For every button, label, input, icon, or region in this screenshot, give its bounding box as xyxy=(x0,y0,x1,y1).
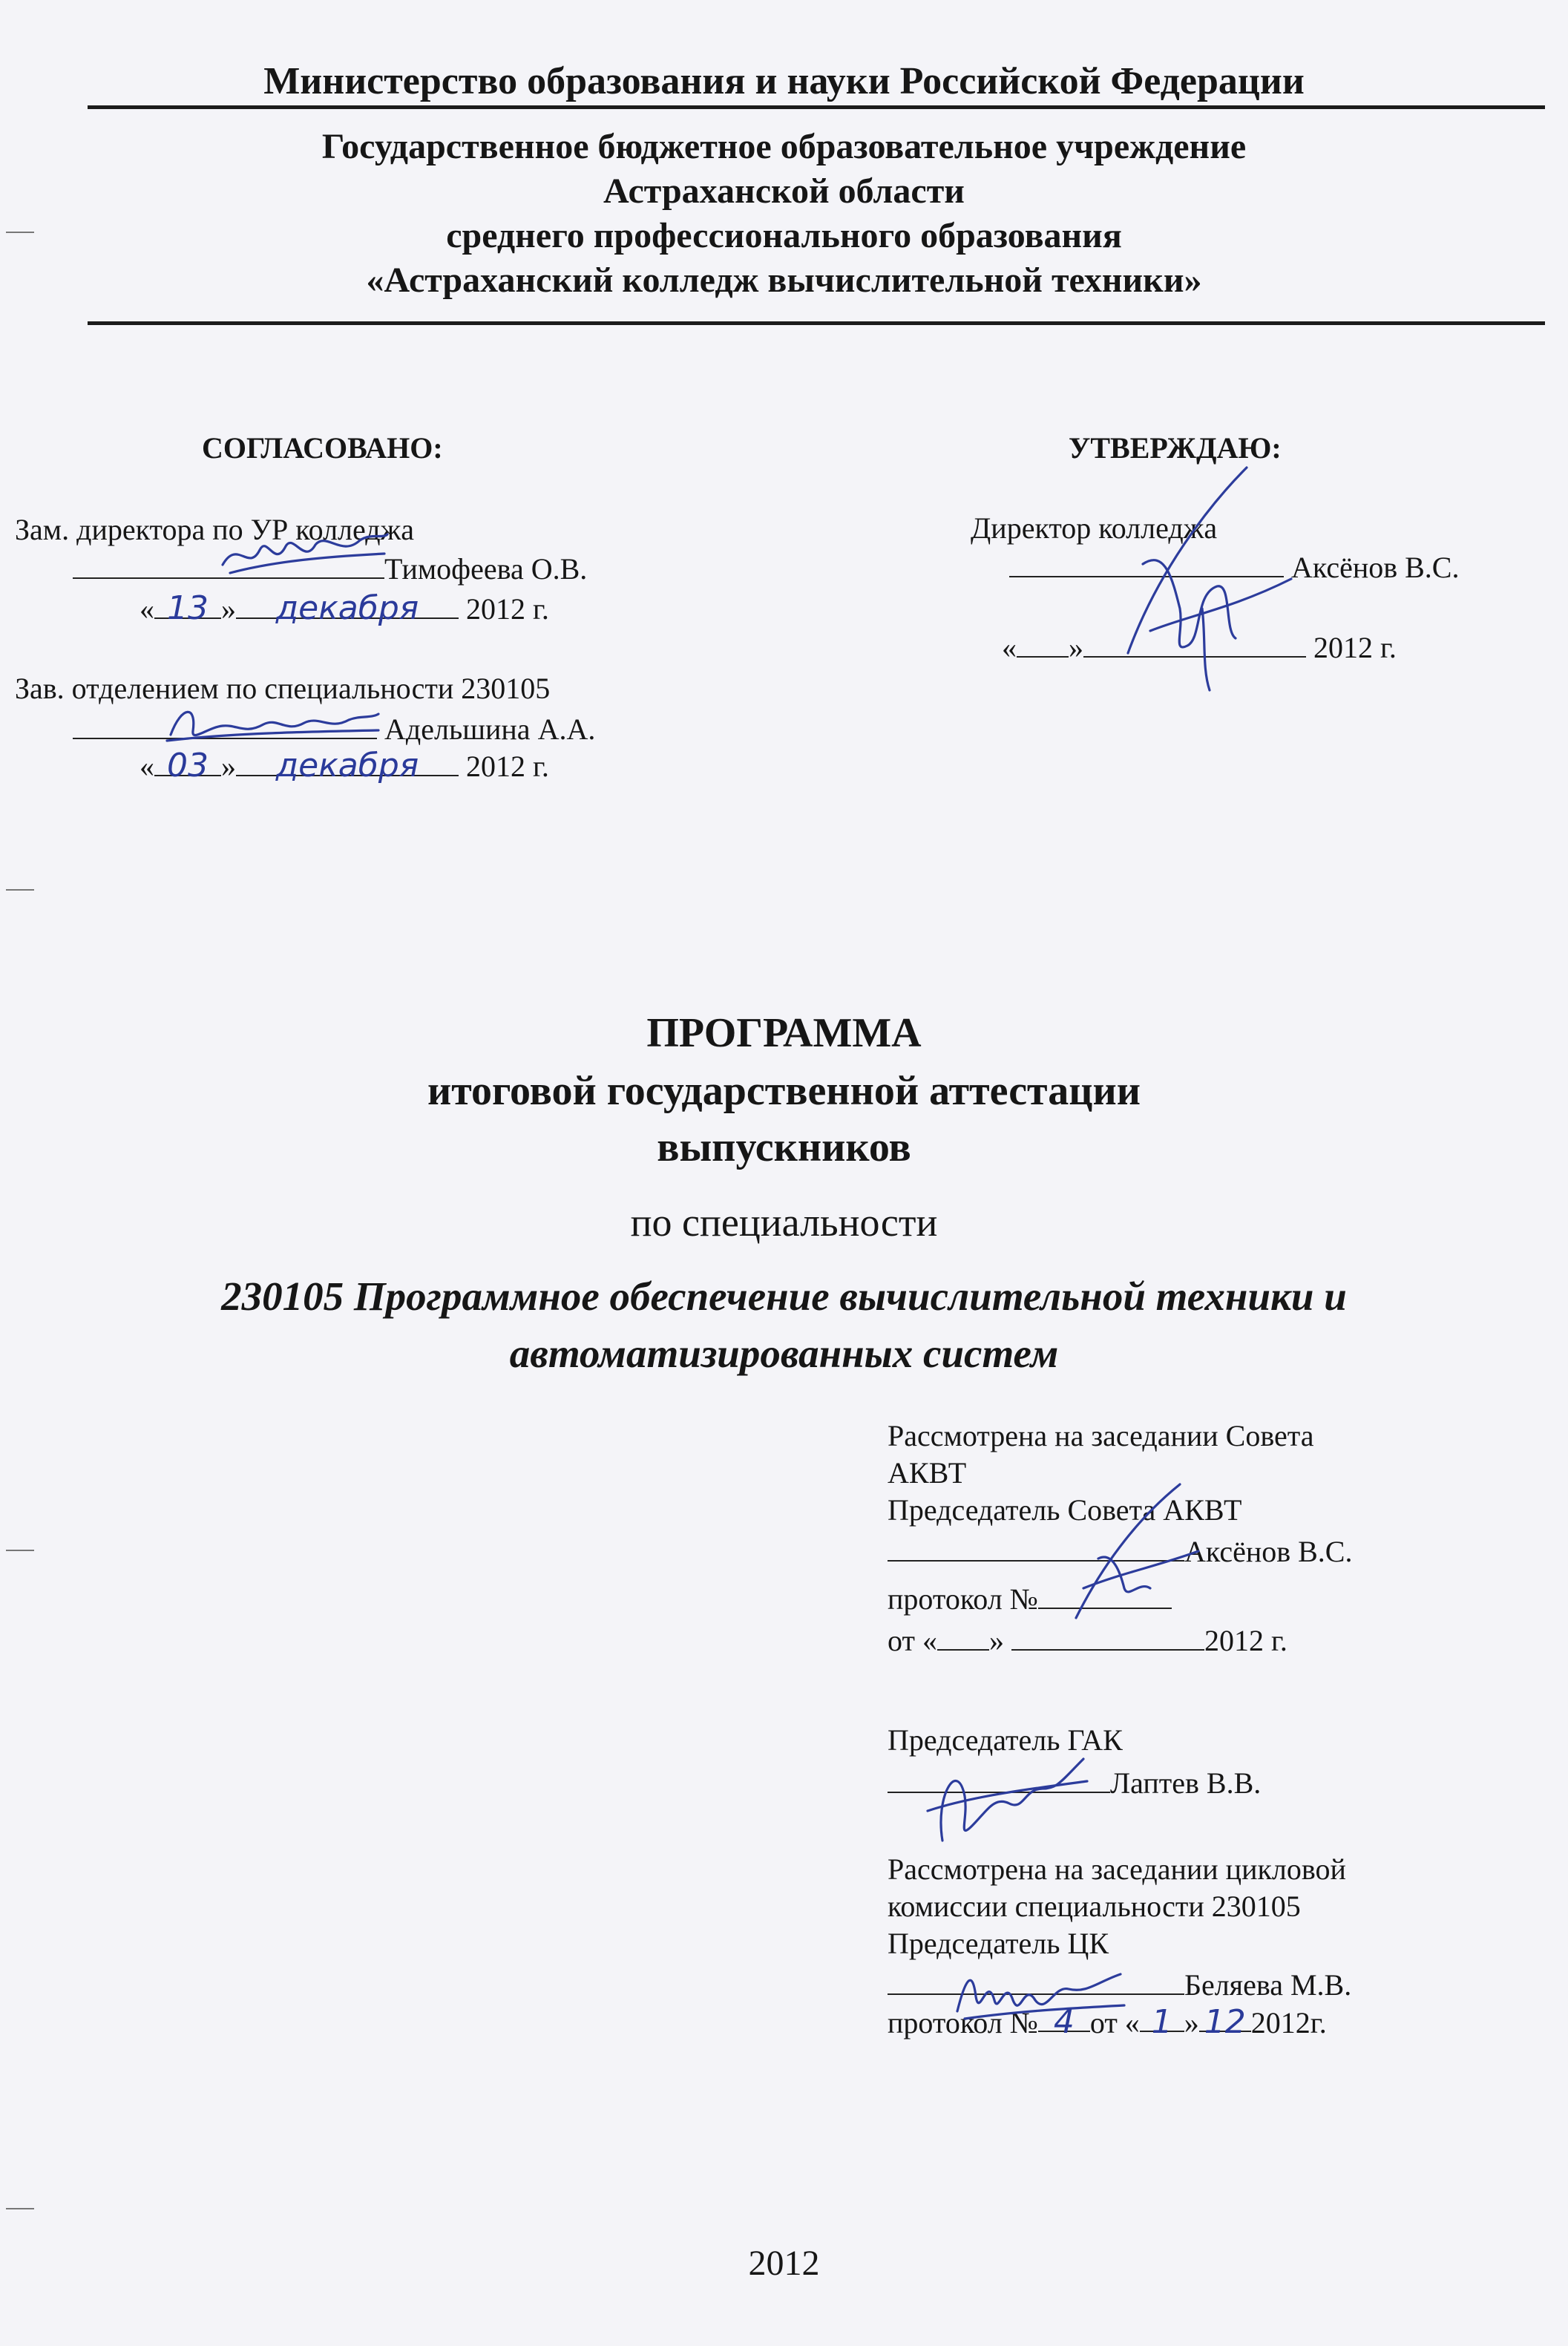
header-rule-top xyxy=(88,105,1545,109)
date-month xyxy=(1011,1622,1204,1651)
date-day: 1 xyxy=(1140,2004,1184,2032)
specialty-name-line-1: 230105 Программное обеспечение вычислительной техники и xyxy=(221,1274,1347,1319)
commission-line-1: Рассмотрена на заседании цикловой xyxy=(888,1852,1346,1886)
signature-laptev-icon xyxy=(913,1737,1091,1848)
institution-line-4: «Астраханский колледж вычислительной техники» xyxy=(366,261,1202,300)
institution-line-2: Астраханской области xyxy=(603,171,965,211)
header-rule-bottom xyxy=(88,321,1545,325)
date-month: 12 xyxy=(1199,2004,1251,2032)
specialty-name-line-2: автоматизированных систем xyxy=(509,1331,1059,1376)
program-title: ПРОГРАММА xyxy=(646,1010,922,1056)
date-year: 2012 г. xyxy=(1204,1624,1287,1657)
date-year: 2012 г. xyxy=(1313,631,1397,664)
council-line-3: Председатель Совета АКВТ xyxy=(888,1493,1242,1527)
date-year: 2012г. xyxy=(1250,2006,1327,2039)
margin-mark xyxy=(6,889,34,891)
signature-adelshina-icon xyxy=(156,698,386,750)
program-subtitle-1: итоговой государственной аттестации xyxy=(427,1068,1141,1114)
date-year: 2012 г. xyxy=(466,592,549,626)
date-day: 13 xyxy=(154,591,221,619)
director-role: Директор колледжа xyxy=(971,511,1218,545)
gak-role: Председатель ГАК xyxy=(888,1723,1123,1757)
department-head-date: « 03 » декабря 2012 г. xyxy=(140,747,549,784)
ministry-title: Министерство образования и науки Российской Федерации xyxy=(263,60,1305,102)
council-protocol: протокол № xyxy=(888,1581,1352,1618)
institution-block xyxy=(0,125,1568,303)
gak-chair-name: Лаптев В.В. xyxy=(1110,1766,1262,1800)
department-head-role: Зав. отделением по специальности 230105 xyxy=(15,672,551,705)
agreed-heading: СОГЛАСОВАНО: xyxy=(202,431,443,465)
deputy-director-date: « 13 » декабря 2012 г. xyxy=(140,589,549,627)
footer-year: 2012 xyxy=(748,2244,820,2283)
date-month: декабря xyxy=(236,748,459,776)
signature-belyaeva-icon xyxy=(950,1959,1128,2026)
institution-line-1: Государственное бюджетное образовательное учреждение xyxy=(321,127,1247,166)
council-chair-name: Аксёнов В.С. xyxy=(1184,1535,1353,1568)
commission-protocol: протокол № 4 от « 1 » 12 2012г. xyxy=(888,2003,1327,2041)
date-month: декабря xyxy=(236,591,459,619)
council-line-2: АКВТ xyxy=(888,1456,967,1490)
department-head-name: Адельшина А.А. xyxy=(384,712,596,746)
signature-aksenov-icon xyxy=(1098,460,1306,698)
institution-line-3: среднего профессионального образования xyxy=(446,216,1122,255)
margin-mark xyxy=(6,1550,34,1551)
approve-heading: УТВЕРЖДАЮ: xyxy=(1069,431,1282,465)
date-day: 03 xyxy=(154,748,221,776)
director-name: Аксёнов В.С. xyxy=(1291,551,1460,584)
specialty-label: по специальности xyxy=(630,1200,938,1245)
council-date: от « » 2012 г. xyxy=(888,1624,1287,1657)
signature-council-icon xyxy=(1054,1477,1202,1625)
date-day xyxy=(937,1622,989,1651)
council-line-1: Рассмотрена на заседании Совета xyxy=(888,1419,1314,1452)
commission-chair-name: Беляева М.В. xyxy=(1184,1968,1352,2002)
director-date: « » 2012 г. xyxy=(1002,631,1397,664)
commission-line-3: Председатель ЦК xyxy=(888,1927,1109,1960)
deputy-director-role: Зам. директора по УР колледжа xyxy=(15,513,414,546)
signature-timofeeva-icon xyxy=(215,524,393,583)
program-subtitle-2: выпускников xyxy=(657,1124,911,1170)
date-year: 2012 г. xyxy=(466,750,549,783)
protocol-number: 4 xyxy=(1038,2004,1090,2032)
margin-mark xyxy=(6,2208,34,2209)
deputy-director-name: Тимофеева О.В. xyxy=(384,552,588,586)
commission-line-2: комиссии специальности 230105 xyxy=(888,1890,1301,1923)
date-day xyxy=(1017,629,1069,658)
